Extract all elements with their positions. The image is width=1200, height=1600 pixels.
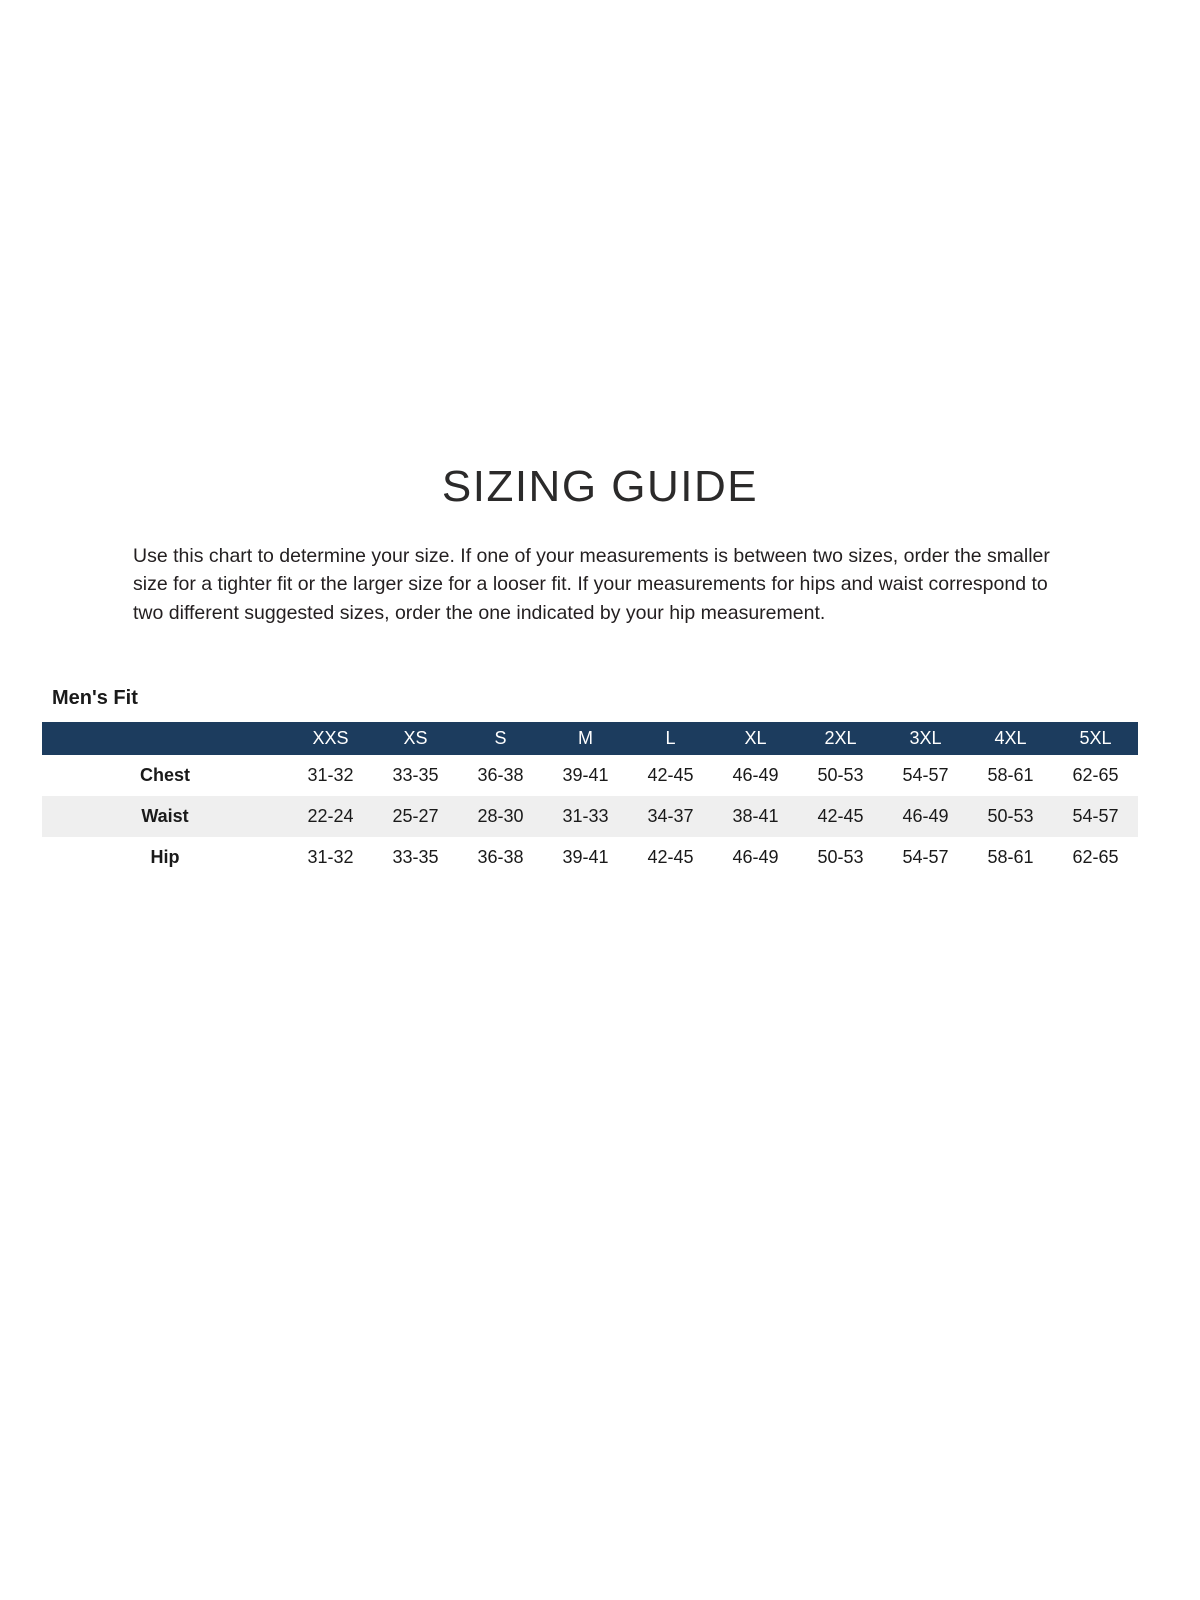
size-value-cell: 34-37 xyxy=(647,805,694,826)
size-value-cell: 54-57 xyxy=(1072,805,1119,826)
size-col-header-5xl: 5XL xyxy=(1053,722,1138,755)
section-label-mens-fit: Men's Fit xyxy=(52,686,138,709)
size-value-cell: 50-53 xyxy=(817,846,864,867)
size-value-cell: 33-35 xyxy=(392,846,439,867)
size-col-header-2xl: 2XL xyxy=(798,722,883,755)
size-value-cell: 58-61 xyxy=(987,846,1034,867)
size-value-cell: 50-53 xyxy=(817,764,864,785)
size-value-cell: 38-41 xyxy=(732,805,779,826)
row-label-hip: Hip xyxy=(150,846,180,867)
row-label-chest: Chest xyxy=(139,764,190,785)
mens-fit-size-table xyxy=(42,722,1138,878)
size-col-header-3xl: 3XL xyxy=(883,722,968,755)
table-row-hip xyxy=(42,837,1138,878)
size-value-cell: 54-57 xyxy=(902,846,949,867)
table-row-waist xyxy=(42,796,1138,837)
size-value-cell: 39-41 xyxy=(562,764,609,785)
size-value-cell: 31-33 xyxy=(562,805,609,826)
size-value-cell: 46-49 xyxy=(902,805,949,826)
size-value-cell: 28-30 xyxy=(477,805,524,826)
size-col-header-xl: XL xyxy=(713,722,798,755)
size-table-header-row xyxy=(42,722,1138,755)
size-col-header-xs: XS xyxy=(373,722,458,755)
size-value-cell: 62-65 xyxy=(1072,846,1119,867)
size-value-cell: 31-32 xyxy=(307,764,354,785)
size-value-cell: 46-49 xyxy=(732,764,779,785)
row-label-waist: Waist xyxy=(141,805,189,826)
size-col-header-xxs: XXS xyxy=(288,722,373,755)
intro-paragraph: Use this chart to determine your size. If one of your measurements is between two sizes, order the smaller size for a tighter fit or the larger size for a looser fit. If your measurements for hips and waist correspond to two different suggested sizes, order the one indicated by your hip measurement. xyxy=(133,545,1050,624)
size-value-cell: 36-38 xyxy=(477,764,524,785)
size-col-header-4xl: 4XL xyxy=(968,722,1053,755)
table-row-chest xyxy=(42,755,1138,796)
page-title: SIZING GUIDE xyxy=(441,462,759,511)
size-value-cell: 36-38 xyxy=(477,846,524,867)
size-value-cell: 58-61 xyxy=(987,764,1034,785)
size-value-cell: 31-32 xyxy=(307,846,354,867)
size-value-cell: 33-35 xyxy=(392,764,439,785)
size-value-cell: 46-49 xyxy=(732,846,779,867)
size-value-cell: 22-24 xyxy=(307,805,354,826)
size-value-cell: 25-27 xyxy=(392,805,439,826)
size-value-cell: 42-45 xyxy=(647,764,694,785)
size-value-cell: 42-45 xyxy=(817,805,864,826)
size-col-header-l: L xyxy=(628,722,713,755)
size-col-header-s: S xyxy=(458,722,543,755)
size-col-header-empty xyxy=(42,722,288,755)
size-value-cell: 62-65 xyxy=(1072,764,1119,785)
size-value-cell: 54-57 xyxy=(902,764,949,785)
size-value-cell: 42-45 xyxy=(647,846,694,867)
size-value-cell: 50-53 xyxy=(987,805,1034,826)
size-col-header-m: M xyxy=(543,722,628,755)
size-value-cell: 39-41 xyxy=(562,846,609,867)
